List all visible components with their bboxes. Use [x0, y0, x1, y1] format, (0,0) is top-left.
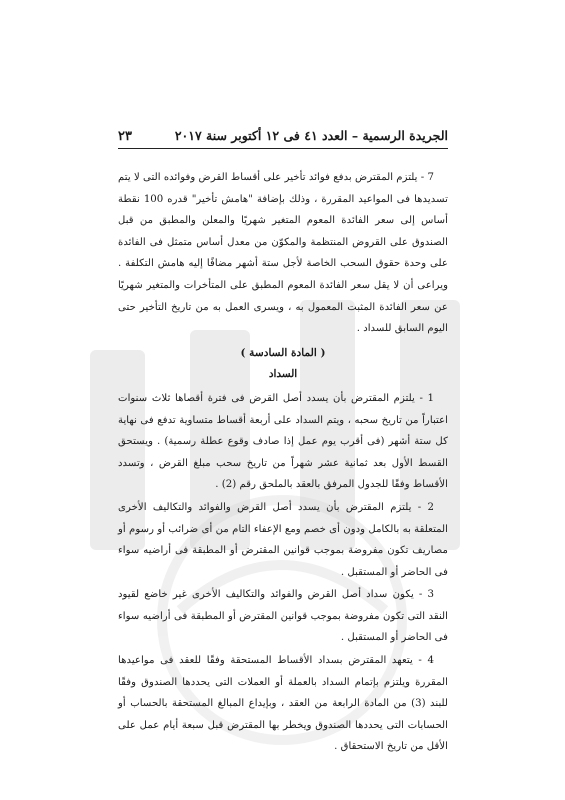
- paragraph-item-2: 2 - يلتزم المقترض بأن يسدد أصل القرض والفوائد والتكاليف الأخرى المتعلقة به بالكامل ودون أى خصم ومع الإعفاء التام من أى ضرائب أو رسوم أو مصاريف تكون مفروضة بموجب قوانين المقترض أو المطبقة فى أراضيه سواء فى الحاضر أو المستقبل .: [118, 501, 448, 578]
- paragraph-item-4: 4 - يتعهد المقترض بسداد الأقساط المستحقة وفقًا للعقد فى مواعيدها المقررة ويلتزم بإتمام السداد بالعملة أو العملات التى يحددها الصندوق وفقًا للبند (3) من المادة الرابعة من العقد ، وبإيداع المبالغ المستحقة بالحساب أو الحسابات التى يحددها الصندوق ويخطر بها المقترض قبل سبعة أيام عمل على الأقل من تاريخ الاستحقاق .: [118, 655, 448, 753]
- document-body: [118, 167, 448, 758]
- article-title: ( المادة السادسة ): [240, 346, 326, 359]
- paragraph-item-1: 1 - يلتزم المقترض بأن يسدد أصل القرض فى فترة أقصاها ثلاث سنوات اعتباراً من تاريخ سحبه ، ويتم السداد على أربعة أقساط متساوية تدفع فى نهاية كل ستة أشهر (فى أقرب يوم عمل إذا صادف وقوع عطلة رسمية) . ويستحق القسط الأول بعد ثمانية عشر شهراً من تاريخ سحب مبلغ القرض ، وتسدد الأقساط وفقًا للجدول المرفق بالعقد بالملحق رقم (2) .: [118, 392, 448, 491]
- paragraph-item-3: 3 - يكون سداد أصل القرض والفوائد والتكاليف الأخرى غير خاضع لقيود النقد التى تكون مفروضة بموجب قوانين المقترض أو المطبقة فى أراضيه سواء فى الحاضر أو المستقبل .: [118, 589, 448, 644]
- document-page: [118, 128, 448, 759]
- page-header: [118, 128, 448, 149]
- paragraph-item-7: 7 - يلتزم المقترض بدفع فوائد تأخير على أقساط القرض وفوائده التى لا يتم تسديدها فى المواعيد المقررة ، وذلك بإضافة "هامش تأخير" قدره 100 نقطة أساس إلى سعر الفائدة المعوم المتغير شهريًا والمعلن والمطبق من قبل الصندوق على القروض المنتظمة والمكوّن من معدل أساس متمثل فى الفائدة على وحدة حقوق السحب الخاصة لأجل ستة أشهر مضافًا إليه هامش التكلفة . ويراعى أن لا يقل سعر الفائدة المعوم المطبق على المتأخرات والمتغير شهريًا عن سعر الفائدة المثبت المعمول به ، ويسرى العمل به من تاريخ التأخير حتى اليوم السابق للسداد .: [118, 172, 449, 335]
- publication-title: الجريدة الرسمية – العدد ٤١ فى ١٢ أكتوبر سنة ٢٠١٧: [174, 128, 448, 143]
- article-subtitle: السداد: [268, 368, 298, 381]
- page-number: ٢٣: [118, 129, 132, 144]
